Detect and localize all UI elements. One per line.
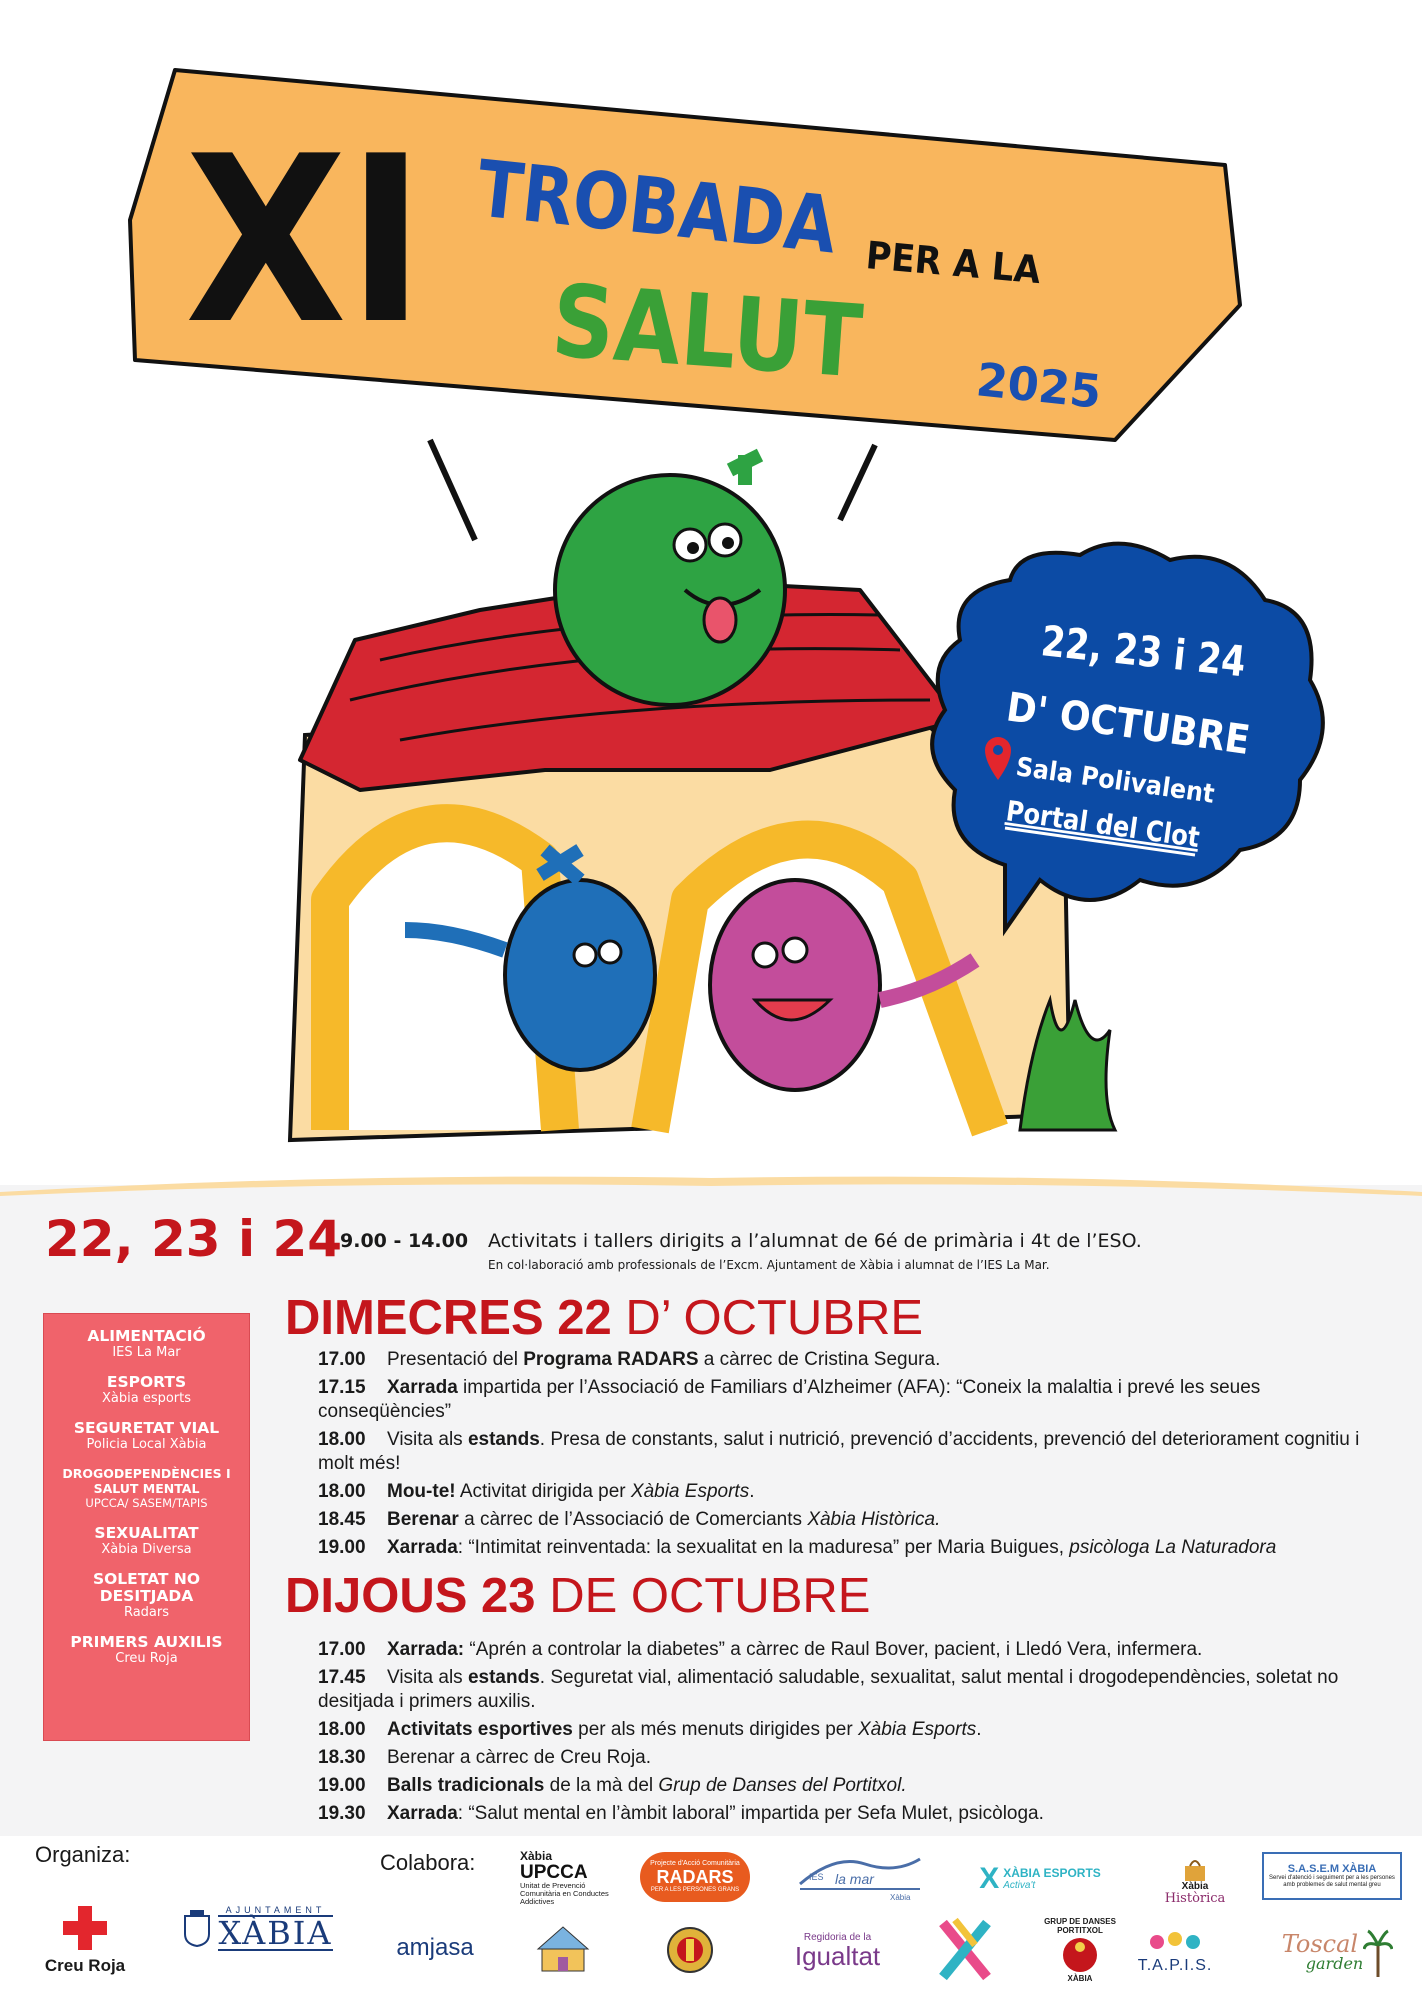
schedule-description: Xarrada: “Salut mental en l’àmbit laboral” impartida per Sefa Mulet, psicòloga. [387,1803,1044,1824]
topic-seguretat-vial: SEGURETAT VIAL Policia Local Xàbia [73,1419,220,1452]
creu-roja-logo: Creu Roja [25,1896,145,1986]
topic-soletat: SOLETAT NO DESITJADA Radars [92,1570,201,1620]
schedule-time: 18.00 [318,1481,366,1502]
topics-sidebar [43,1313,250,1741]
xabia-esports-logo: X XÀBIA ESPORTS Activa't [979,1862,1101,1895]
topic-sexualitat: SEXUALITAT Xàbia Diversa [94,1524,199,1557]
topic-alimentacio: ALIMENTACIÓ IES La Mar [87,1327,206,1360]
schedule-item [318,1480,1378,1504]
schedule-description: Xarrada impartida per l’Associació de Familiars d’Alzheimer (AFA): “Coneix la malaltia i prevé les seues conseqüències” [318,1377,1261,1422]
sasem-xabia-logo: S.A.S.E.M XÀBIA Servei d'atenció i seguiment per a les persones amb problemes de salut mental greu [1262,1852,1402,1900]
schedule-description: Balls tradicionals de la mà del Grup de Danses del Portitxol. [387,1775,907,1796]
schedule-time: 17.00 [318,1349,366,1370]
schedule-time: 18.00 [318,1429,366,1450]
coat-of-arms-icon [182,1908,212,1948]
bubble-month: D' OCTUBRE [1003,684,1279,768]
svg-text:IES: IES [809,1872,824,1882]
schedule-description: Xarrada: “Intimitat reinventada: la sexualitat en la maduresa” per Maria Buigues, psicòloga La Naturadora [387,1537,1277,1558]
general-description: Activitats i tallers dirigits a l’alumnat de 6é de primària i 4t de l’ESO. [488,1230,1142,1252]
schedule-item [318,1718,1378,1742]
bag-icon [1182,1858,1208,1882]
ajuntament-xabia-logo: AJUNTAMENT XÀBIA [170,1898,345,1958]
schedule-item [318,1746,1378,1770]
title-per-a-la: PER A LA [864,233,1060,294]
schedule-description: Xarrada: “Aprén a controlar la diabetes” a càrrec de Raul Bover, pacient, i Lledó Vera, infermera. [387,1639,1203,1660]
day1-heading [285,1290,923,1346]
schedule-item [318,1802,1378,1826]
organiza-label: Organiza: [35,1842,131,1867]
schedule-item [318,1508,1378,1532]
svg-text:Xàbia: Xàbia [890,1893,911,1902]
day2-weekday: DIJOUS 23 [285,1569,536,1623]
red-cross-icon [63,1906,107,1950]
colabora-label: Colabora: [380,1850,476,1875]
ies-la-mar-logo [795,1844,925,1904]
title-salut: SALUT [548,262,915,404]
schedule-item [318,1638,1378,1662]
school-building-icon [528,1919,598,1979]
topic-drogodependencies: DROGODEPENDÈNCIES I SALUT MENTAL UPCCA/ SASEM/TAPIS [62,1466,231,1510]
title-banner [130,70,1240,440]
schedule-time: 18.30 [318,1747,366,1768]
library-logo [515,1914,610,1984]
topic-primers-auxilis: PRIMERS AUXILIS Creu Roja [70,1633,223,1666]
amjasa-logo: amjasa [396,1934,474,1961]
schedule-description: Visita als estands. Seguretat vial, alimentació saludable, sexualitat, salut mental i drogodependències, soletat no desitjada i primers auxilis. [318,1667,1339,1712]
day2-schedule [318,1638,1378,1830]
schedule-description: Mou-te! Activitat dirigida per Xàbia Esports. [387,1481,755,1502]
section-wave-divider [0,1170,1422,1200]
schedule-description: Presentació del Programa RADARS a càrrec de Cristina Segura. [387,1349,941,1370]
general-time: 9.00 - 14.00 [340,1230,469,1252]
bubble-venue-line2: Portal del Clot [1004,794,1233,859]
edition-numeral: XI [185,108,425,375]
day1-schedule [318,1348,1378,1564]
xabia-historica-logo: Xàbia Històrica [1155,1846,1235,1916]
xabia-diversa-logo [930,1910,1000,1990]
schedule-description: Berenar a càrrec de Creu Roja. [387,1747,652,1768]
title-trobada: TROBADA [473,144,905,279]
general-dates: 22, 23 i 24 [45,1210,343,1268]
toscal-garden-logo: Toscal garden [1280,1912,1395,1992]
grup-danses-logo: GRUP DE DANSES PORTITXOL XÀBIA [1044,1916,1116,1984]
schedule-item [318,1774,1378,1798]
palm-tree-icon [1363,1927,1393,1977]
police-badge-icon [665,1925,715,1975]
schedule-item [318,1376,1378,1424]
day1-weekday: DIMECRES 22 [285,1291,612,1345]
schedule-time: 17.45 [318,1667,366,1688]
bubble-venue-line1: Sala Polivalent [1014,752,1235,813]
schedule-item [318,1428,1378,1476]
schedule-item [318,1536,1378,1560]
schedule-description: Visita als estands. Presa de constants, salut i nutrició, prevenció d’accidents, prevenció del deteriorament cognitiu i molt més! [318,1429,1360,1474]
schedule-time: 19.00 [318,1775,366,1796]
schedule-description: Berenar a càrrec de l’Associació de Comerciants Xàbia Històrica. [387,1509,941,1530]
bubble-dates: 22, 23 i 24 [1038,616,1293,692]
upcca-logo: Xàbia UPCCA Unitat de Prevenció Comunitària en Conductes Addictives [520,1848,609,1907]
tapis-logo: T.A.P.I.S. [1125,1916,1225,1986]
schedule-item [318,1348,1378,1372]
svg-text:la mar: la mar [835,1871,874,1887]
schedule-time: 19.00 [318,1537,366,1558]
dancers-icon [1060,1935,1100,1975]
day2-month: DE OCTUBRE [549,1569,871,1623]
general-note: En col·laboració amb professionals de l’Excm. Ajuntament de Xàbia i alumnat de l’IES La Mar. [488,1258,1050,1272]
topic-esports: ESPORTS Xàbia esports [101,1373,192,1406]
policia-local-logo [660,1920,720,1980]
title-year: 2025 [973,352,1107,420]
schedule-time: 19.30 [318,1803,366,1824]
sponsors-footer [0,1836,1422,2000]
radars-logo: Projecte d'Acció Comunitària RADARS PER A LES PERSONES GRANS [640,1852,750,1902]
schedule-time: 17.00 [318,1639,366,1660]
regidoria-igualtat-logo: Regidoria de la Igualtat [794,1932,881,1971]
day2-heading [285,1568,870,1624]
day1-month: D’ OCTUBRE [625,1291,924,1345]
schedule-time: 17.15 [318,1377,366,1398]
schedule-time: 18.00 [318,1719,366,1740]
schedule-description: Activitats esportives per als més menuts dirigides per Xàbia Esports. [387,1719,982,1740]
schedule-item [318,1666,1378,1714]
schedule-time: 18.45 [318,1509,366,1530]
